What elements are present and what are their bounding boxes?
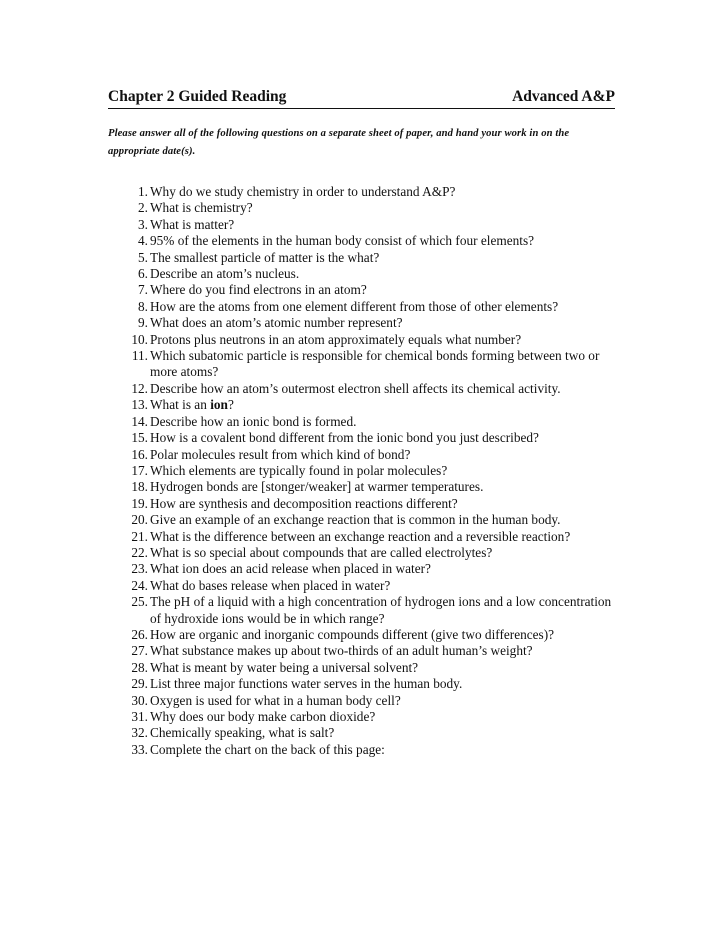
question-item bbox=[0, 463, 728, 479]
question-item bbox=[0, 643, 728, 659]
question-number: 25. bbox=[131, 594, 148, 610]
question-text: Describe an atom’s nucleus. bbox=[150, 266, 300, 282]
question-number: 19. bbox=[131, 495, 148, 511]
question-text: What is chemistry? bbox=[150, 200, 253, 216]
question-text: What ion does an acid release when placed in water? bbox=[150, 561, 431, 577]
question-item bbox=[0, 627, 728, 643]
question-item bbox=[0, 578, 728, 594]
question-number: 7. bbox=[138, 282, 148, 298]
question-item bbox=[0, 512, 728, 528]
question-item bbox=[0, 676, 728, 692]
question-text: What substance makes up about two-thirds of an adult human’s weight? bbox=[150, 643, 533, 659]
question-number: 2. bbox=[138, 200, 148, 216]
question-number: 31. bbox=[131, 709, 148, 724]
question-text: Which elements are typically found in polar molecules? bbox=[150, 462, 448, 478]
question-text: The pH of a liquid with a high concentration of hydrogen ions and a low concentration of hydroxide ions would be in which range? bbox=[150, 594, 612, 626]
question-item bbox=[0, 200, 728, 216]
question-number: 6. bbox=[138, 266, 148, 282]
question-text: Protons plus neutrons in an atom approximately equals what number? bbox=[150, 331, 522, 347]
question-number: 1. bbox=[138, 184, 148, 199]
question-number: 18. bbox=[131, 479, 148, 495]
question-item bbox=[0, 217, 728, 233]
question-item bbox=[0, 315, 728, 331]
question-item bbox=[0, 725, 728, 741]
course-title: Advanced A&P bbox=[512, 88, 615, 105]
question-number: 13. bbox=[131, 397, 148, 413]
question-number: 8. bbox=[138, 298, 148, 314]
question-text: Give an example of an exchange reaction that is common in the human body. bbox=[150, 512, 561, 528]
question-item bbox=[0, 709, 728, 725]
question-text: Describe how an atom’s outermost electron shell affects its chemical activity. bbox=[150, 380, 561, 396]
question-text: Chemically speaking, what is salt? bbox=[150, 725, 335, 741]
question-number: 16. bbox=[131, 446, 148, 462]
question-text: How is a covalent bond different from the ionic bond you just described? bbox=[150, 430, 539, 446]
question-item bbox=[0, 561, 728, 577]
question-number: 27. bbox=[131, 643, 148, 659]
question-item bbox=[0, 266, 728, 282]
question-number: 10. bbox=[131, 331, 148, 347]
question-number: 11. bbox=[131, 348, 148, 364]
question-list bbox=[0, 184, 728, 758]
question-number: 21. bbox=[131, 528, 148, 544]
question-number: 30. bbox=[131, 692, 148, 708]
question-text-part: ? bbox=[227, 397, 234, 413]
question-number: 3. bbox=[138, 216, 148, 232]
question-text: What does an atom’s atomic number represent? bbox=[150, 315, 403, 331]
question-item bbox=[0, 233, 728, 249]
page-header bbox=[108, 86, 615, 109]
question-item bbox=[0, 250, 728, 266]
question-item bbox=[0, 332, 728, 348]
question-text: 95% of the elements in the human body consist of which four elements? bbox=[150, 233, 535, 249]
question-text: How are synthesis and decomposition reactions different? bbox=[150, 495, 458, 511]
question-text: Describe how an ionic bond is formed. bbox=[150, 413, 357, 429]
question-number: 26. bbox=[131, 626, 148, 642]
question-item bbox=[0, 594, 728, 627]
question-text: What is meant by water being a universal solvent? bbox=[150, 659, 419, 675]
question-item bbox=[0, 282, 728, 298]
question-number: 15. bbox=[131, 430, 148, 446]
question-item bbox=[0, 479, 728, 495]
question-number: 12. bbox=[131, 380, 148, 396]
question-item bbox=[0, 184, 728, 200]
question-text: List three major functions water serves in the human body. bbox=[150, 676, 463, 692]
question-number: 29. bbox=[131, 676, 148, 692]
question-number: 20. bbox=[131, 512, 148, 528]
question-item bbox=[0, 529, 728, 545]
question-item bbox=[0, 397, 728, 413]
question-number: 28. bbox=[131, 659, 148, 675]
question-text bbox=[150, 397, 625, 413]
question-item bbox=[0, 414, 728, 430]
question-number: 23. bbox=[131, 561, 148, 577]
question-item bbox=[0, 299, 728, 315]
question-item bbox=[0, 742, 728, 758]
question-text: The smallest particle of matter is the what? bbox=[150, 249, 380, 265]
bold-term: ion bbox=[210, 397, 228, 413]
question-number: 9. bbox=[138, 315, 148, 331]
question-item bbox=[0, 348, 728, 381]
question-text: Oxygen is used for what in a human body cell? bbox=[150, 692, 401, 708]
question-item bbox=[0, 660, 728, 676]
question-text: Polar molecules result from which kind of bond? bbox=[150, 446, 411, 462]
question-text: Why do we study chemistry in order to understand A&P? bbox=[150, 184, 456, 199]
question-text: What is so special about compounds that are called electrolytes? bbox=[150, 544, 493, 560]
question-text: Complete the chart on the back of this page: bbox=[150, 741, 385, 757]
question-item bbox=[0, 496, 728, 512]
question-number: 24. bbox=[131, 577, 148, 593]
question-text: What is the difference between an exchange reaction and a reversible reaction? bbox=[150, 528, 571, 544]
question-text-part: What is an bbox=[150, 397, 211, 413]
question-item bbox=[0, 381, 728, 397]
question-text: How are organic and inorganic compounds different (give two differences)? bbox=[150, 626, 555, 642]
question-item bbox=[0, 545, 728, 561]
question-number: 5. bbox=[138, 249, 148, 265]
question-number: 32. bbox=[131, 725, 148, 741]
question-number: 17. bbox=[131, 462, 148, 478]
question-text: Hydrogen bonds are [stonger/weaker] at warmer temperatures. bbox=[150, 479, 484, 495]
question-number: 4. bbox=[138, 233, 148, 249]
question-item bbox=[0, 693, 728, 709]
question-item bbox=[0, 447, 728, 463]
question-item bbox=[0, 430, 728, 446]
chapter-title: Chapter 2 Guided Reading bbox=[108, 88, 287, 105]
question-text: Which subatomic particle is responsible for chemical bonds forming between two or more atoms? bbox=[150, 348, 600, 380]
question-number: 14. bbox=[131, 413, 148, 429]
instructions-text: Please answer all of the following questions on a separate sheet of paper, and hand your work in on the appropriate date(s). bbox=[108, 128, 570, 157]
question-number: 33. bbox=[131, 741, 148, 757]
question-text: Why does our body make carbon dioxide? bbox=[150, 709, 376, 724]
question-text: Where do you find electrons in an atom? bbox=[150, 282, 367, 298]
question-text: What is matter? bbox=[150, 216, 235, 232]
question-text: How are the atoms from one element different from those of other elements? bbox=[150, 298, 559, 314]
question-text: What do bases release when placed in water? bbox=[150, 577, 391, 593]
question-number: 22. bbox=[131, 544, 148, 560]
